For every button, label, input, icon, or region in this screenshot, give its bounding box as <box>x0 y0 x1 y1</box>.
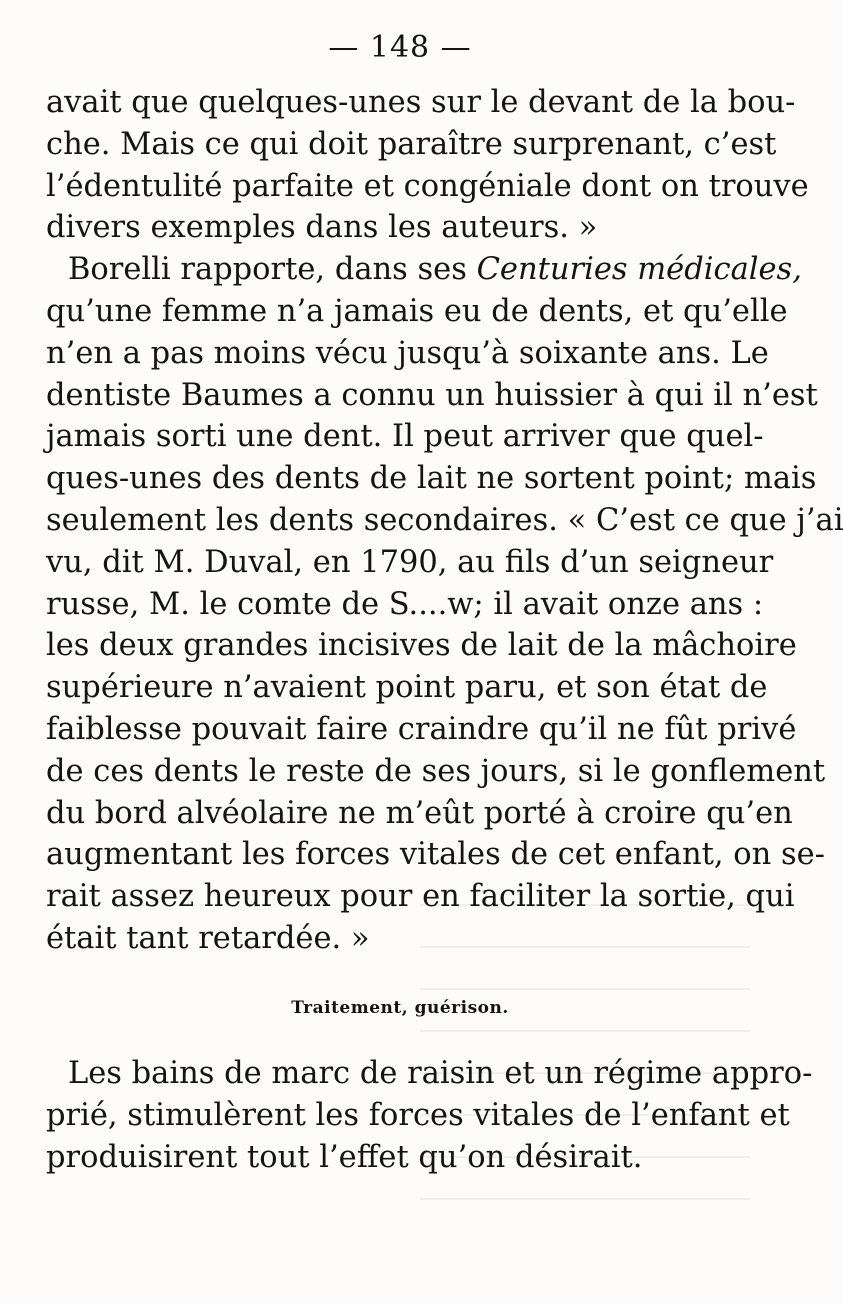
body-text <box>46 82 843 960</box>
text-line: ques-unes des dents de lait ne sortent point; mais <box>46 461 817 497</box>
body-text-continued <box>46 1053 813 1178</box>
text-line: Les bains de marc de raisin et un régime appro- <box>68 1056 813 1091</box>
text-line: avait que quelques-unes sur le devant de la bou- <box>46 85 796 120</box>
text-line: jamais sorti une dent. Il peut arriver que quel- <box>46 419 764 455</box>
page-number: — 148 — <box>328 30 472 65</box>
text-line: était tant retardée. » <box>46 920 370 956</box>
text-line: russe, M. le comte de S....w; il avait onze ans : <box>46 586 764 622</box>
book-title-italic: Centuries médicales, <box>476 252 802 288</box>
text-line: supérieure n’avaient point paru, et son état de <box>46 670 768 706</box>
text-line: l’édentulité parfaite et congéniale dont on trouve <box>46 168 809 204</box>
text-fragment: Borelli rapporte, dans ses <box>68 252 477 288</box>
text-line: vu, dit M. Duval, en 1790, au fils d’un seigneur <box>46 544 774 580</box>
text-line: les deux grandes incisives de lait de la mâchoire <box>46 628 797 664</box>
text-line: faiblesse pouvait faire craindre qu’il ne fût privé <box>46 711 797 747</box>
section-heading: Traitement, guérison. <box>291 998 509 1018</box>
text-line: che. Mais ce qui doit paraître surprenant, c’est <box>46 126 777 162</box>
text-line: dentiste Baumes a connu un huissier à qui il n’est <box>46 377 818 413</box>
text-line: rait assez heureux pour en faciliter la sortie, qui <box>46 879 795 915</box>
text-line: de ces dents le reste de ses jours, si le gonflement <box>46 753 826 789</box>
text-line: n’en a pas moins vécu jusqu’à soixante ans. Le <box>46 335 769 371</box>
text-line: seulement les dents secondaires. « C’est ce que j’ai <box>46 502 843 538</box>
text-line: divers exemples dans les auteurs. » <box>46 210 598 246</box>
text-line: du bord alvéolaire ne m’eût porté à croire qu’en <box>46 795 793 831</box>
text-line: produisirent tout l’effet qu’on désirait. <box>46 1139 643 1175</box>
text-line: augmentant les forces vitales de cet enfant, on se- <box>46 837 825 873</box>
text-line: qu’une femme n’a jamais eu de dents, et qu’elle <box>46 293 788 329</box>
text-line: prié, stimulèrent les forces vitales de l’enfant et <box>46 1097 790 1133</box>
paragraph-first-line <box>46 249 802 291</box>
